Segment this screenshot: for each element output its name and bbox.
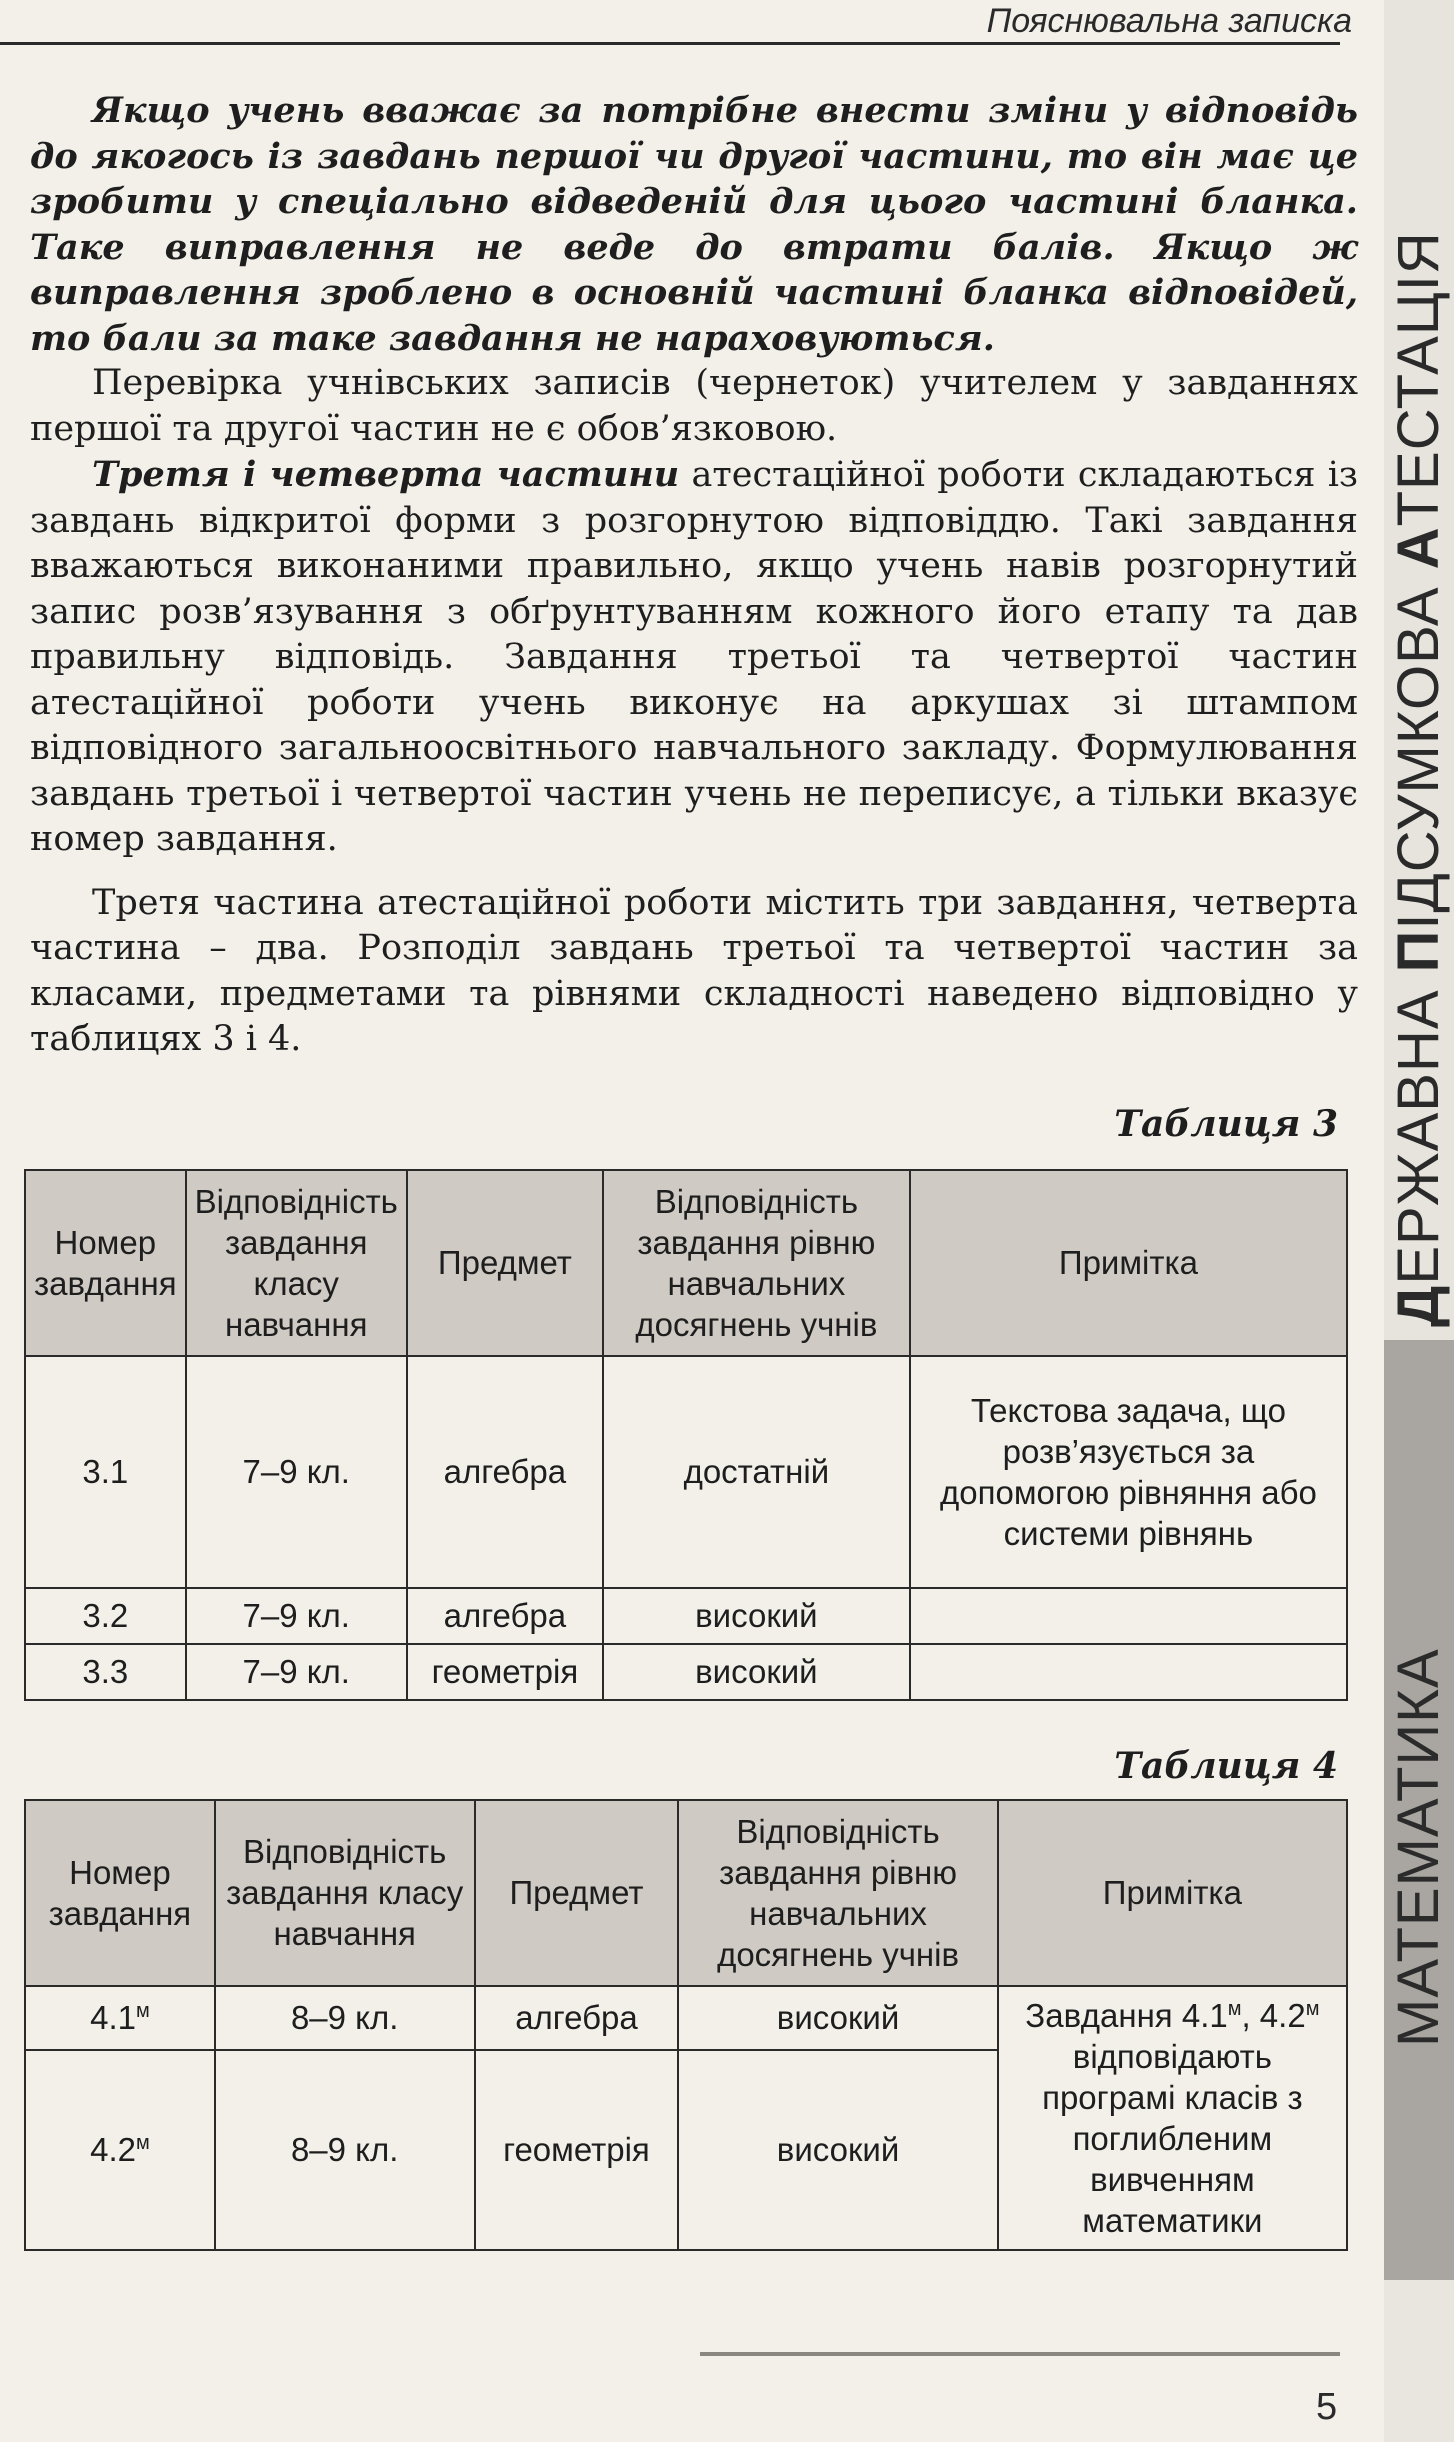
paragraph-1: Якщо учень вважає за потрібне внести зміни у відповідь до якогось із завдань першої чи другої частини, то він має це зробити у спеціально відведеній для цього частині бланка. Таке виправлення не веде до втрати балів. Якщо ж виправлення зроблено в основній частині бланка відповідей, то бали за таке завдання не нараховуються. <box>30 90 1358 359</box>
paragraph-3-lead: Третя і четверта частини <box>92 454 680 495</box>
bottom-rule <box>700 2352 1340 2356</box>
table-row <box>25 1986 1347 2050</box>
header-note: Примітка <box>910 1170 1347 1356</box>
note-part-a: Завдання 4.1 <box>1025 1996 1228 2034</box>
task-number: 4.2 <box>90 2131 136 2168</box>
side-word-3: ТЕСТАЦІЯ <box>1386 231 1451 527</box>
table-row <box>25 1644 1347 1700</box>
running-head: Пояснювальна записка <box>986 2 1352 40</box>
cell-level: високий <box>678 1986 997 2050</box>
note-part-b: , 4.2 <box>1241 1996 1306 2034</box>
table-4 <box>24 1799 1348 2251</box>
header-subject: Предмет <box>475 1800 679 1986</box>
side-letter-2: П <box>1386 929 1451 973</box>
cell-note <box>910 1588 1347 1644</box>
task-superscript: м <box>135 2000 150 2022</box>
header-level: Відповідність завдання рівню навчальних досягнень учнів <box>678 1800 997 1986</box>
cell-level: високий <box>603 1644 910 1700</box>
cell-class: 8–9 кл. <box>215 2050 475 2250</box>
cell-class: 8–9 кл. <box>215 1986 475 2050</box>
cell-subject: алгебра <box>407 1356 603 1588</box>
side-band <box>1384 0 1454 2442</box>
paragraph-3 <box>30 452 1358 863</box>
cell-subject: алгебра <box>407 1588 603 1644</box>
table-row <box>25 1356 1347 1588</box>
side-letter-3: А <box>1386 526 1451 570</box>
side-certification <box>1384 231 1454 1327</box>
cell-subject: алгебра <box>475 1986 679 2050</box>
paragraph-3-body: атестаційної роботи складаються із завдань відкритої форми з розгорнутою відповіддю. Такі завдання вважаються виконаними правильно, якщо учень навів розгорнутий запис розв’язування з обґрунтуванням кожного його етапу та дав правильну відповідь. Завдання третьої та четвертої частин атестаційної роботи учень виконує на аркушах зі штампом відповідного загальноосвітнього навчального закладу. Формулювання завдань третьої і четвертої частин учень не переписує, а тільки вказує номер завдання. <box>30 455 1358 859</box>
cell-level: достатній <box>603 1356 910 1588</box>
header-level: Відповідність завдання рівню навчальних досягнень учнів <box>603 1170 910 1356</box>
paragraph-4: Третя частина атестаційної роботи містить три завдання, четверта частина – два. Розподіл завдань третьої та четвертої частин за класами, предметами та рівнями складності наведено відповідно у таблицях 3 і 4. <box>30 882 1358 1059</box>
cell-note: Текстова задача, що розв’язується за допомогою рівняння або системи рівнянь <box>910 1356 1347 1588</box>
header-class: Відповідність завдання класу навчання <box>215 1800 475 1986</box>
note-superscript-1: м <box>1227 1997 1242 2020</box>
cell-class: 7–9 кл. <box>186 1588 407 1644</box>
task-number: 4.1 <box>90 1999 136 2036</box>
note-superscript-2: м <box>1305 1997 1320 2020</box>
cell-note <box>910 1644 1347 1700</box>
header-rule <box>0 42 1340 45</box>
table-row <box>25 1588 1347 1644</box>
cell-number <box>25 1986 215 2050</box>
cell-note <box>998 1986 1347 2250</box>
table-3 <box>24 1169 1348 1701</box>
table-header-row <box>25 1800 1347 1986</box>
side-subject: МАТЕМАТИКА <box>1386 1648 1451 2047</box>
header-task-number: Номер завдання <box>25 1170 186 1356</box>
note-part-c: відповідають програмі класів з поглибленим вивченням математики <box>1042 2037 1303 2239</box>
side-word-2: ІДСУМКОВА <box>1386 569 1451 930</box>
cell-level: високий <box>603 1588 910 1644</box>
cell-subject: геометрія <box>407 1644 603 1700</box>
paragraph-2: Перевірка учнівських записів (чернеток) учителем у завданнях першої та другої частин не є обов’язковою. <box>30 363 1358 449</box>
cell-number <box>25 2050 215 2250</box>
side-letter-1: Д <box>1386 1284 1451 1327</box>
cell-number: 3.1 <box>25 1356 186 1588</box>
header-subject: Предмет <box>407 1170 603 1356</box>
task-superscript: м <box>135 2132 150 2154</box>
cell-level: високий <box>678 2050 997 2250</box>
page-number: 5 <box>1316 2386 1338 2428</box>
cell-number: 3.2 <box>25 1588 186 1644</box>
table-3-caption: Таблиця 3 <box>1114 1102 1338 1145</box>
cell-class: 7–9 кл. <box>186 1644 407 1700</box>
side-title <box>1384 0 1454 2442</box>
cell-subject: геометрія <box>475 2050 679 2250</box>
side-word-1: ЕРЖАВНА <box>1386 972 1451 1285</box>
table-4-caption: Таблиця 4 <box>1114 1744 1338 1787</box>
table-header-row <box>25 1170 1347 1356</box>
header-class: Відповідність завдання класу навчання <box>186 1170 407 1356</box>
cell-number: 3.3 <box>25 1644 186 1700</box>
header-task-number: Номер завдання <box>25 1800 215 1986</box>
cell-class: 7–9 кл. <box>186 1356 407 1588</box>
header-note: Примітка <box>998 1800 1347 1986</box>
page-content <box>30 88 1358 2251</box>
